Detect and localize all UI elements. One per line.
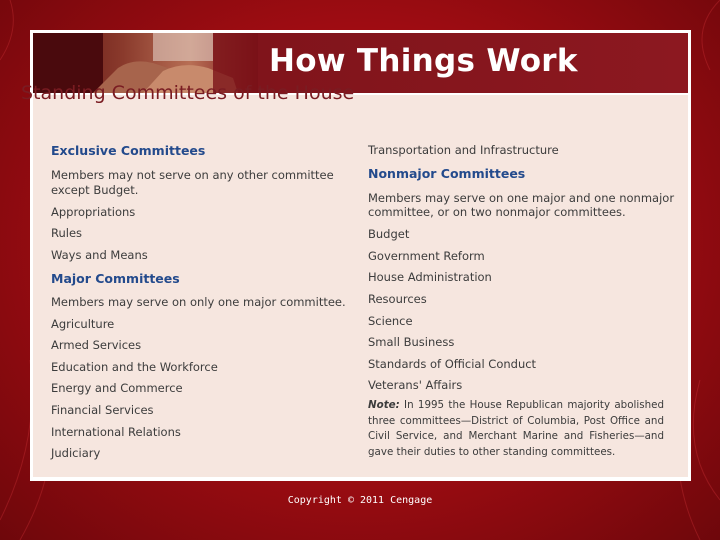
panel-title: Standing Committees of the House	[21, 82, 355, 104]
exclusive-committees-heading: Exclusive Committees	[51, 143, 206, 158]
list-item: Appropriations	[51, 205, 136, 219]
note-body: In 1995 the House Republican majority abolished three committees—District of Columbia, Post Office and Civil Service, and Merchant Marine and Fisheries—and gave their duties to other standing committees.	[368, 399, 664, 458]
list-item: Armed Services	[51, 338, 142, 352]
list-item: International Relations	[51, 425, 181, 439]
list-item: Financial Services	[51, 403, 154, 417]
list-item: Budget	[368, 227, 410, 241]
nonmajor-committees-heading: Nonmajor Committees	[368, 166, 526, 181]
list-item: Science	[368, 314, 413, 328]
list-item: Education and the Workforce	[51, 360, 218, 374]
list-item: House Administration	[368, 270, 492, 284]
major-desc: Members may serve on only one major committee.	[51, 295, 346, 309]
list-item: Ways and Means	[51, 248, 148, 262]
exclusive-desc-line1: Members may not serve on any other committee	[51, 168, 334, 182]
list-item: Energy and Commerce	[51, 381, 183, 395]
page-title: How Things Work	[269, 43, 578, 79]
list-item: Government Reform	[368, 249, 485, 263]
nonmajor-desc-line1: Members may serve on one major and one nonmajor	[368, 191, 675, 205]
list-item: Transportation and Infrastructure	[368, 143, 559, 157]
list-item: Agriculture	[51, 317, 115, 331]
note-text	[368, 398, 664, 460]
list-item: Judiciary	[51, 446, 101, 460]
list-item: Resources	[368, 292, 427, 306]
list-item: Veterans' Affairs	[368, 378, 463, 392]
exclusive-desc-line2: except Budget.	[51, 183, 139, 197]
list-item: Rules	[51, 226, 83, 240]
list-item: Standards of Official Conduct	[368, 357, 537, 371]
major-committees-heading: Major Committees	[51, 271, 180, 286]
copyright-footer: Copyright © 2011 Cengage	[287, 495, 433, 506]
list-item: Small Business	[368, 335, 455, 349]
nonmajor-desc-line2: committee, or on two nonmajor committees.	[368, 205, 626, 219]
note-label: Note:	[368, 399, 400, 411]
